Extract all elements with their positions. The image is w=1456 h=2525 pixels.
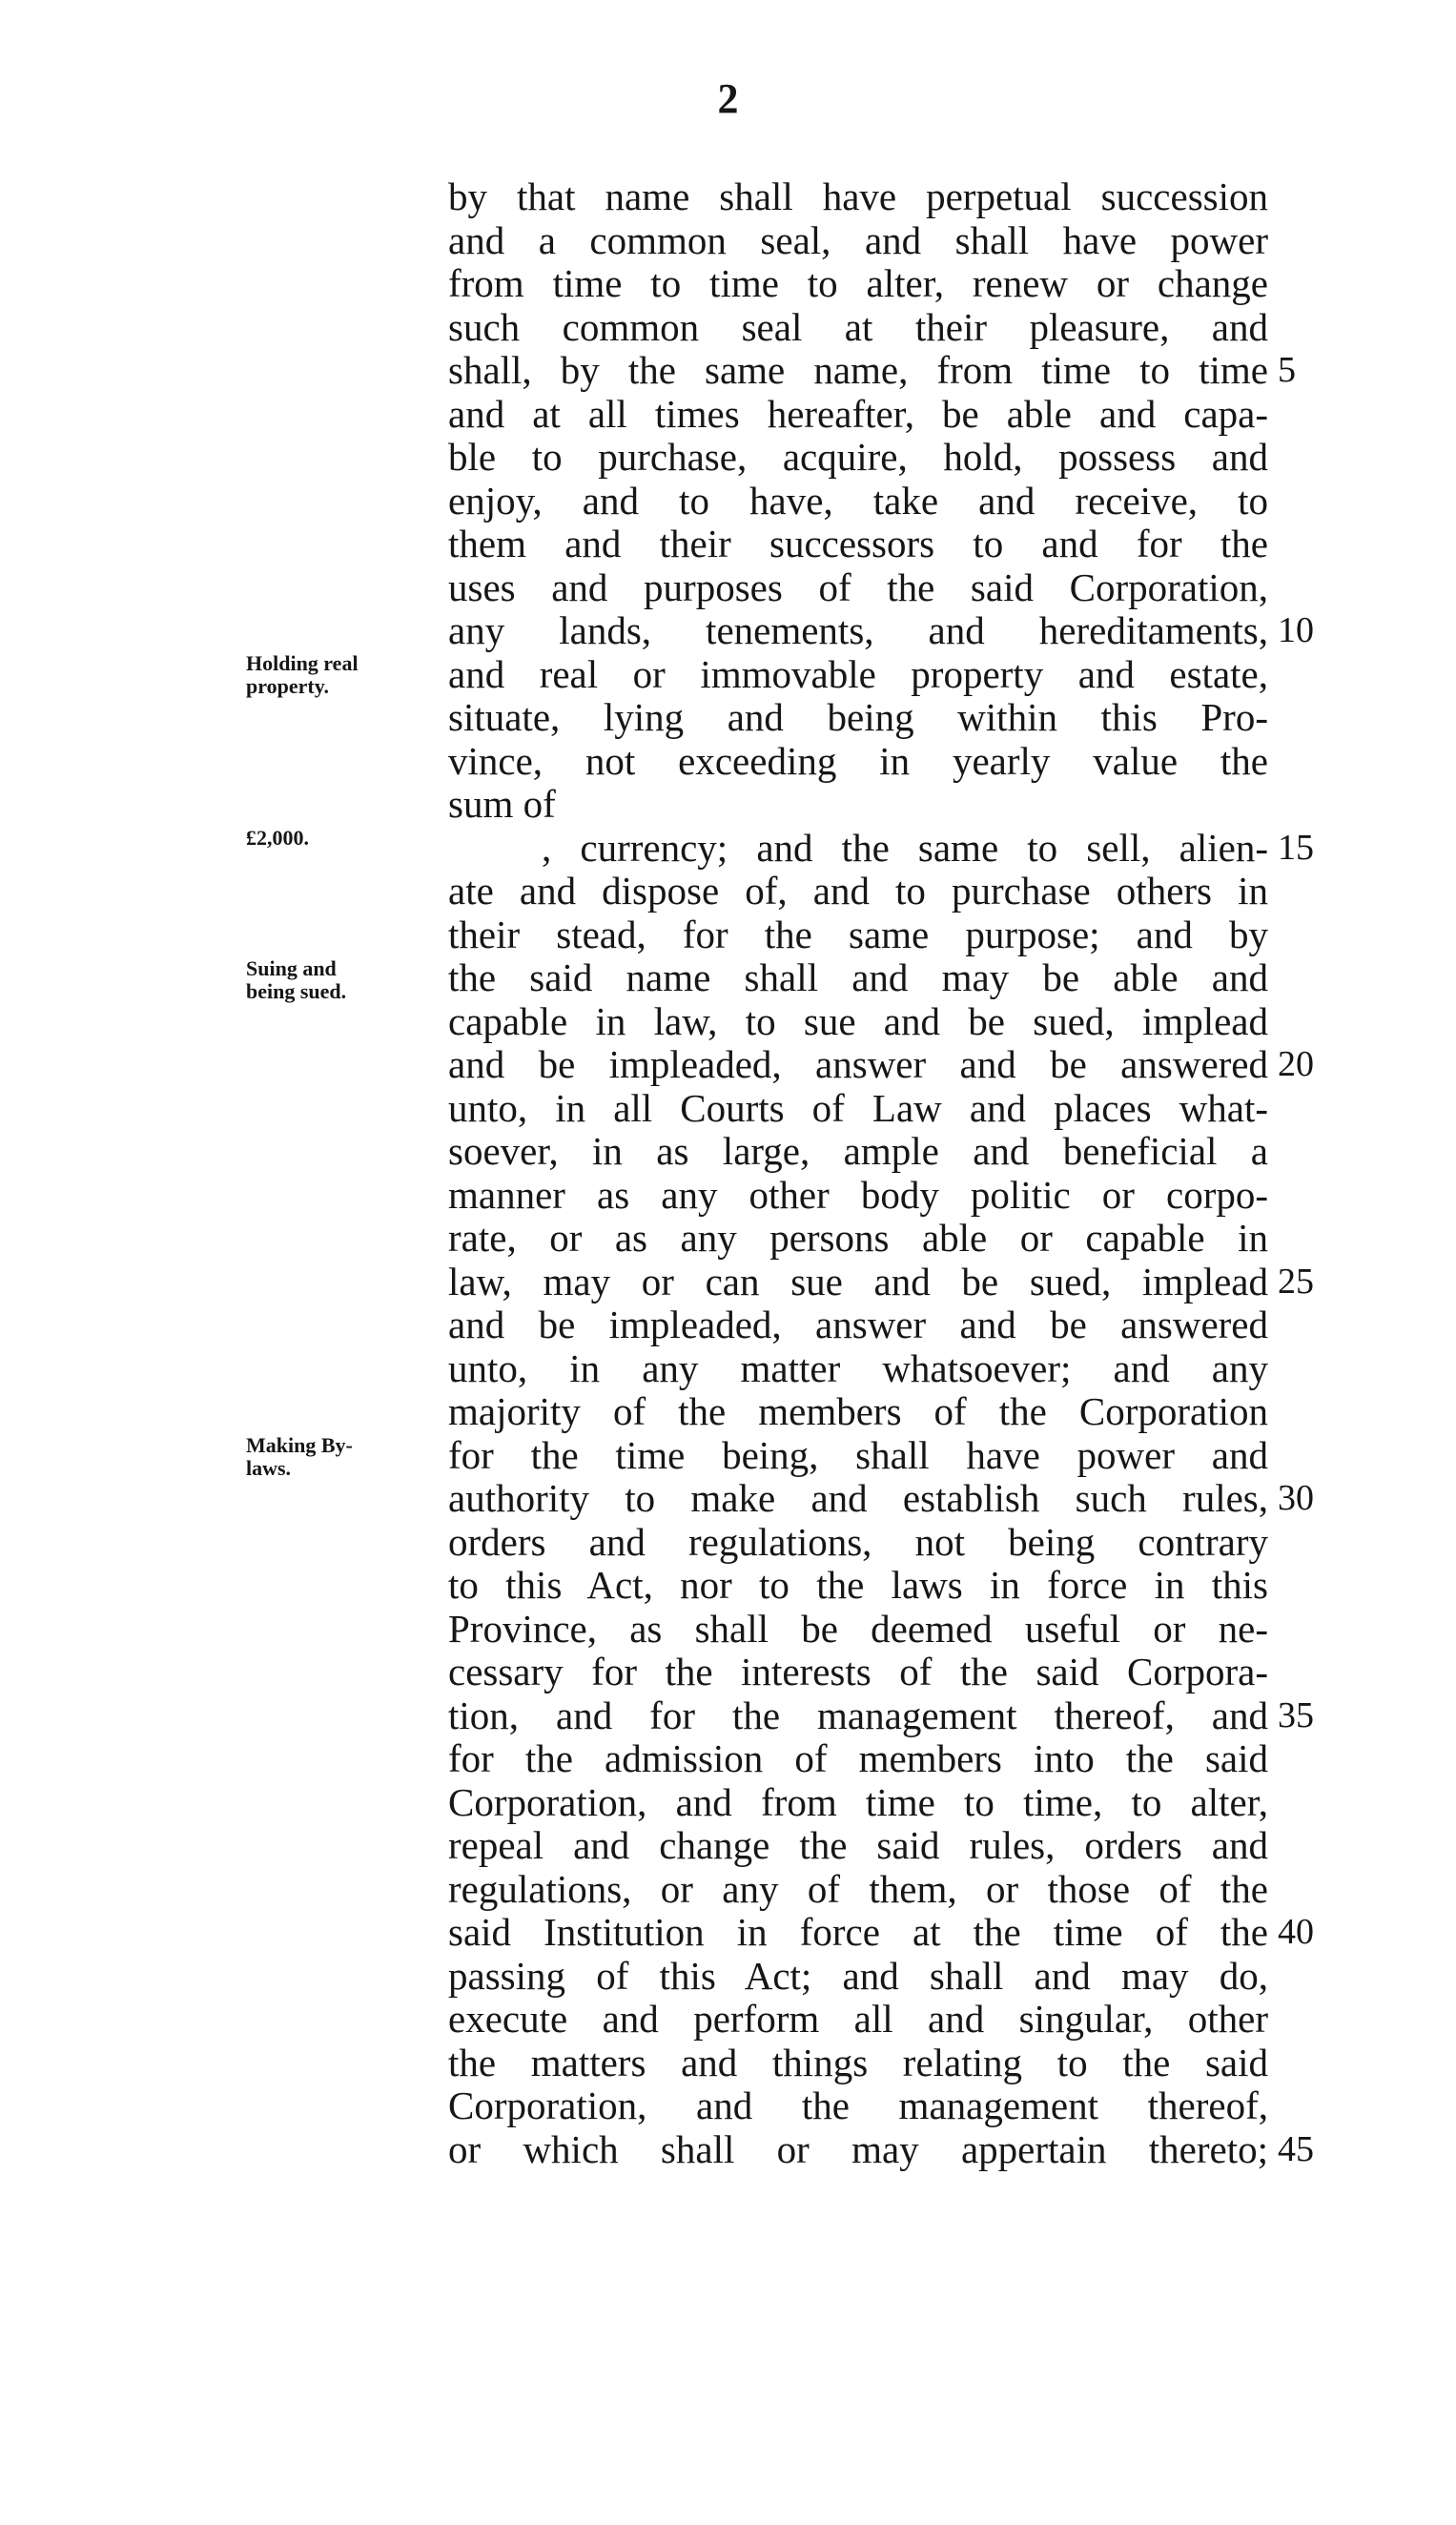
line-number: 10 bbox=[1278, 610, 1314, 650]
text-line: to this Act, nor to the laws in force in this bbox=[448, 1563, 1268, 1607]
text-line: for the time being, shall have power and bbox=[448, 1432, 1268, 1477]
text-line: majority of the members of the Corporation bbox=[448, 1389, 1268, 1433]
text-line: ble to purchase, acquire, hold, possess and bbox=[448, 435, 1268, 479]
text-line: and be impleaded, answer and be answered bbox=[448, 1042, 1268, 1086]
text-line: said Institution in force at the time of the bbox=[448, 1910, 1268, 1954]
text-line: , currency; and the same to sell, alien- bbox=[542, 825, 1268, 870]
text-line: Corporation, and the management thereof, bbox=[448, 2084, 1268, 2127]
text-line: cessary for the interests of the said Corpora- bbox=[448, 1650, 1268, 1694]
line-number: 20 bbox=[1278, 1044, 1314, 1084]
text-line: or which shall or may appertain thereto; bbox=[448, 2126, 1268, 2171]
text-line: unto, in any matter whatsoever; and any bbox=[448, 1345, 1268, 1390]
text-line: sum of bbox=[448, 782, 556, 826]
margin-note-making-bylaws: Making By- laws. bbox=[246, 1433, 353, 1480]
text-line: Province, as shall be deemed useful or ne- bbox=[448, 1606, 1268, 1651]
text-line: such common seal at their pleasure, and bbox=[448, 304, 1268, 349]
text-line: and real or immovable property and estate, bbox=[448, 651, 1268, 696]
text-line: rate, or as any persons able or capable in bbox=[448, 1216, 1268, 1260]
text-line: and be impleaded, answer and be answered bbox=[448, 1303, 1268, 1346]
text-line: any lands, tenements, and hereditaments, bbox=[448, 608, 1268, 652]
margin-note-holding-real-property: Holding real property. bbox=[246, 651, 359, 698]
line-number: 15 bbox=[1278, 828, 1314, 868]
line-number: 40 bbox=[1278, 1912, 1314, 1952]
text-line: enjoy, and to have, take and receive, to bbox=[448, 478, 1268, 523]
text-line: passing of this Act; and shall and may do, bbox=[448, 1953, 1268, 1998]
text-line: regulations, or any of them, or those of the bbox=[448, 1866, 1268, 1911]
line-number: 5 bbox=[1278, 350, 1296, 390]
text-line: soever, in as large, ample and beneficial a bbox=[448, 1129, 1268, 1173]
page-number: 2 bbox=[717, 75, 739, 122]
text-line: Corporation, and from time to time, to alter, bbox=[448, 1779, 1268, 1824]
text-line: orders and regulations, not being contrary bbox=[448, 1519, 1268, 1564]
text-line: from time to time to alter, renew or change bbox=[448, 261, 1268, 305]
line-number: 25 bbox=[1278, 1262, 1314, 1302]
text-line: capable in law, to sue and be sued, implead bbox=[448, 998, 1268, 1043]
line-number: 30 bbox=[1278, 1478, 1314, 1518]
line-number: 45 bbox=[1278, 2129, 1314, 2169]
text-line: by that name shall have perpetual succession bbox=[448, 174, 1268, 218]
line-number: 35 bbox=[1278, 1695, 1314, 1735]
text-line: the matters and things relating to the said bbox=[448, 2040, 1268, 2084]
text-line: situate, lying and being within this Pro- bbox=[448, 695, 1268, 739]
margin-note-suing-and-being-sued: Suing and being sued. bbox=[246, 956, 347, 1003]
text-line: vince, not exceeding in yearly value the bbox=[448, 738, 1268, 783]
text-line: law, may or can sue and be sued, implead bbox=[448, 1259, 1268, 1304]
text-line: shall, by the same name, from time to time bbox=[448, 348, 1268, 392]
text-line: execute and perform all and singular, other bbox=[448, 1997, 1268, 2041]
text-line: ate and dispose of, and to purchase others in bbox=[448, 869, 1268, 913]
text-line: manner as any other body politic or corpo- bbox=[448, 1172, 1268, 1217]
text-line: uses and purposes of the said Corporation, bbox=[448, 565, 1268, 609]
text-line: their stead, for the same purpose; and by bbox=[448, 912, 1268, 956]
text-line: tion, and for the management thereof, and bbox=[448, 1693, 1268, 1737]
text-line: authority to make and establish such rules, bbox=[448, 1476, 1268, 1520]
margin-note-amount: £2,000. bbox=[246, 826, 309, 850]
text-line: for the admission of members into the said bbox=[448, 1736, 1268, 1780]
text-line: repeal and change the said rules, orders and bbox=[448, 1823, 1268, 1867]
text-line: them and their successors to and for the bbox=[448, 522, 1268, 565]
text-line: unto, in all Courts of Law and places what- bbox=[448, 1085, 1268, 1130]
text-line: the said name shall and may be able and bbox=[448, 955, 1268, 999]
text-line: and at all times hereafter, be able and capa- bbox=[448, 391, 1268, 436]
text-line: and a common seal, and shall have power bbox=[448, 217, 1268, 262]
body-text bbox=[448, 175, 1268, 2171]
